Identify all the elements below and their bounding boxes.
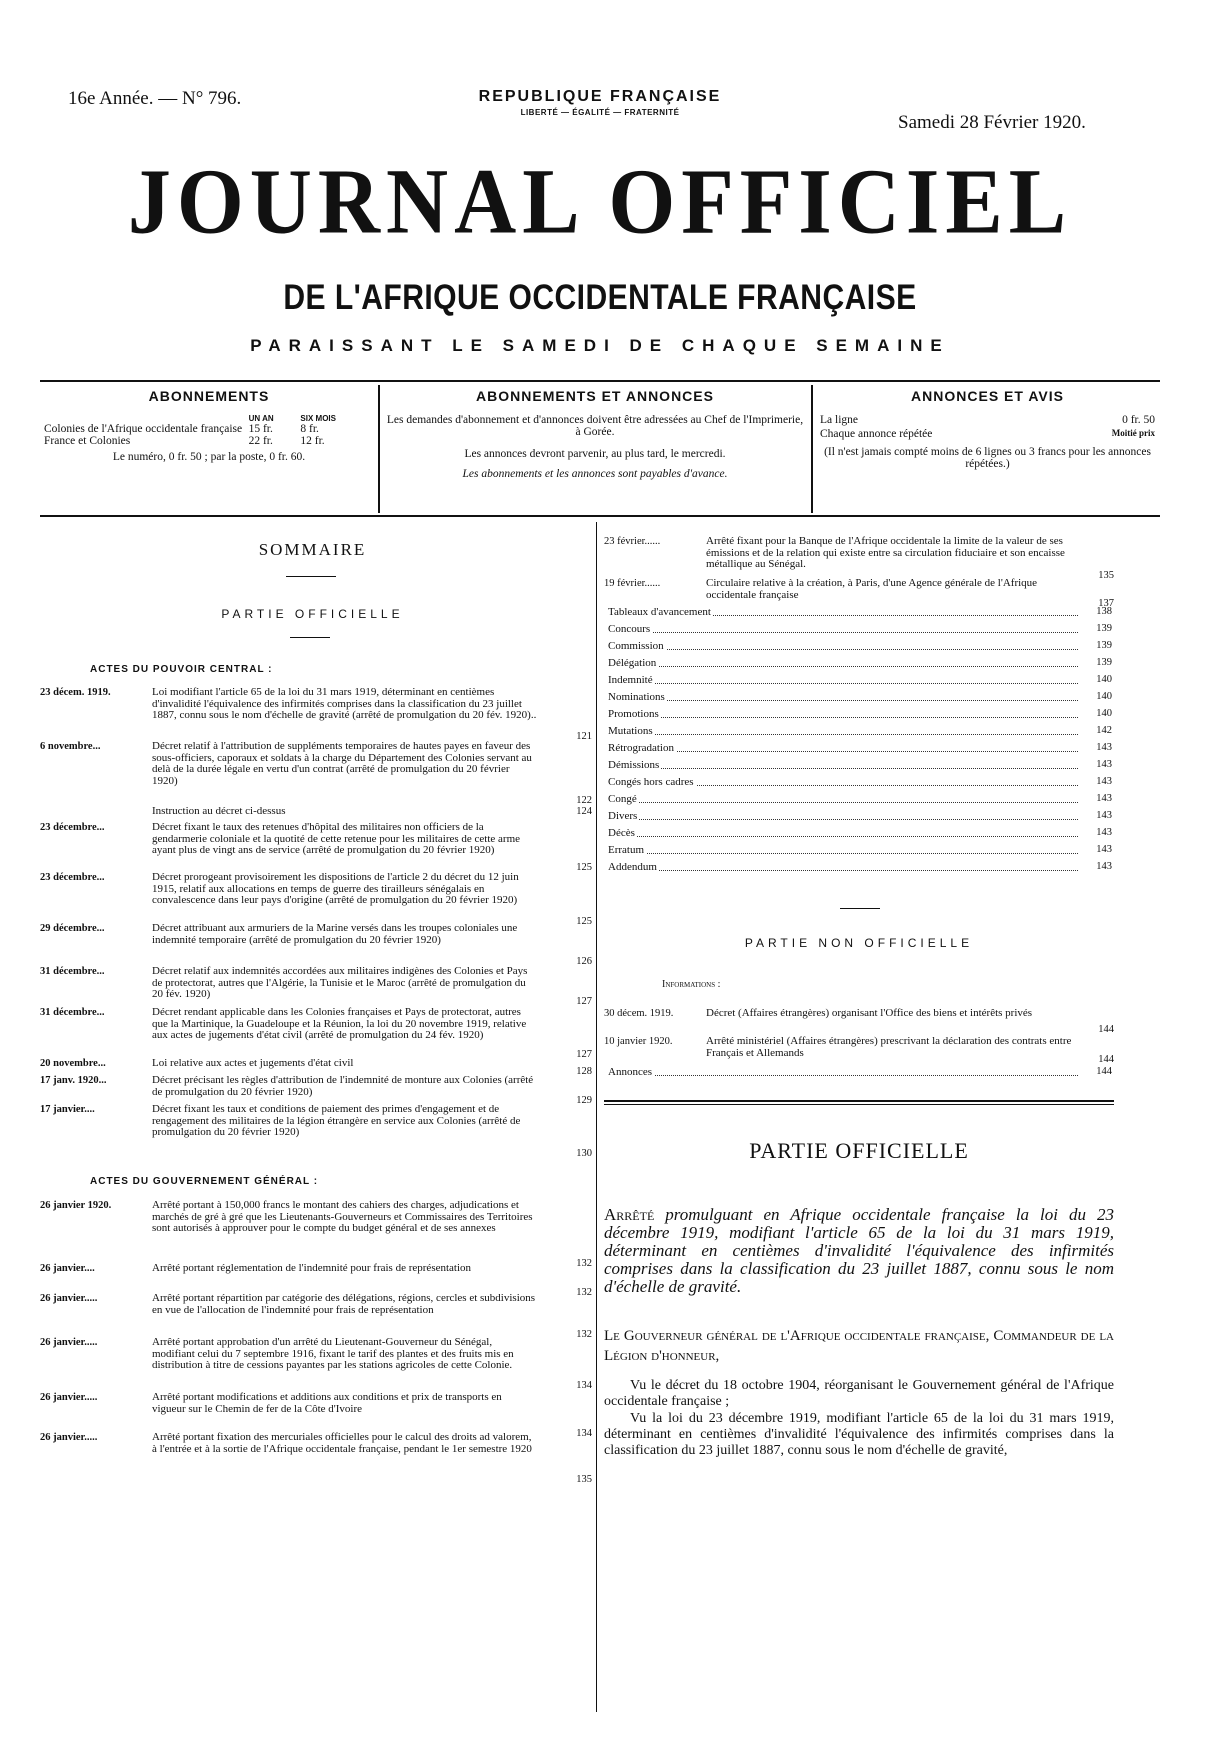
list-item[interactable]	[608, 606, 1112, 618]
annonces-address: Les demandes d'abonnement et d'annonces doivent être adressées au Chef de l'Imprimerie, à Gorée.	[386, 414, 804, 438]
entry-text: Arrêté portant répartition par catégorie des délégations, régions, cercles et subdivisions en vue de l'allocation de l'indemnité pour frais de représentation	[152, 1292, 536, 1316]
annonces-avis-title: ANNONCES ET AVIS	[911, 388, 1064, 404]
column-divider	[596, 522, 597, 1712]
entry-text: Décret attribuant aux armuriers de la Marine versés dans les troupes coloniales une indemnité temporaire (arrêté de promulgation du 20 février 1920)	[152, 922, 518, 946]
sommaire-entry[interactable]	[40, 1006, 592, 1060]
entry-text: Décret fixant le taux des retenues d'hôpital des militaires non officiers de la gendarmerie coloniale et la quotité de cette retenue pour les militaires de cette arme ayant plus de vingt ans de service (arrêté de promulgation du 20 février 1920)	[152, 821, 521, 856]
list-item-page: 139	[1096, 623, 1112, 634]
list-item[interactable]	[608, 623, 1112, 635]
ligne-row	[820, 414, 1155, 428]
entry-text: Instruction au décret ci-dessus	[152, 805, 286, 817]
republic-header	[430, 88, 770, 117]
list-item[interactable]	[608, 742, 1112, 754]
entry-date: 31 décembre...	[40, 966, 105, 977]
entry-date: 23 décembre...	[40, 822, 105, 833]
entry-page: 135	[1098, 570, 1114, 581]
entry-text: Arrêté portant réglementation de l'indemnité pour frais de représentation	[152, 1262, 472, 1274]
entry-page: 144	[1098, 1024, 1114, 1035]
annonces-payment: Les abonnements et les annonces sont payables d'avance.	[462, 468, 728, 480]
entry-page: 125	[576, 916, 592, 927]
entry-date: 23 décem. 1919.	[40, 687, 111, 698]
list-item-label: Tableaux d'avancement	[608, 606, 711, 618]
sommaire-title: SOMMAIRE	[258, 540, 367, 559]
entry-date: 17 janv. 1920...	[40, 1075, 107, 1086]
entry-date: 26 janvier.....	[40, 1293, 98, 1304]
entry-page: 144	[1098, 1054, 1114, 1065]
list-item[interactable]	[608, 725, 1112, 737]
list-item-label: Congé	[608, 793, 637, 805]
entry-text: Décret (Affaires étrangères) organisant l'Office des biens et intérêts privés	[706, 1007, 1033, 1019]
entry-text: Arrêté ministériel (Affaires étrangères) prescrivant la déclaration des contrats entre Français et Allemands	[706, 1035, 1072, 1059]
repetee-row	[820, 428, 1155, 442]
entry-date: 23 février......	[604, 536, 661, 547]
list-item-page: 139	[1096, 640, 1112, 651]
entry-date: 26 janvier.....	[40, 1432, 98, 1443]
issue-number: 16e Année. — N° 796.	[68, 88, 242, 109]
repetee-label: Chaque annonce répétée	[820, 428, 933, 440]
list-item-page: 143	[1096, 793, 1112, 804]
entry-date: 26 janvier....	[40, 1263, 95, 1274]
list-item-page: 138	[1096, 606, 1112, 617]
row2-an: 22 fr.	[248, 435, 273, 447]
list-item-label: Promotions	[608, 708, 659, 720]
list-item-label: Concours	[608, 623, 651, 635]
box-divider-1	[378, 385, 380, 513]
sommaire-entry[interactable]	[604, 1036, 1114, 1064]
numero-price: Le numéro, 0 fr. 50 ; par la poste, 0 fr. 60.	[112, 451, 306, 463]
entry-page: 124	[576, 806, 592, 817]
list-item-label: Rétrogradation	[608, 742, 674, 754]
list-item-page: 143	[1096, 861, 1112, 872]
masthead: JOURNAL OFFICIEL	[127, 149, 1073, 253]
entry-page: 135	[576, 1474, 592, 1485]
list-item-label: Démissions	[608, 759, 660, 771]
entry-date: 6 novembre...	[40, 741, 101, 752]
sommaire-entry[interactable]	[40, 821, 592, 873]
list-item-page: 143	[1096, 742, 1112, 753]
entry-text: Décret relatif aux indemnités accordées aux militaires indigènes des Colonies et Pays de protectorat, autres que l'Algérie, la Tunisie et le Maroc (arrêté de promulgation du 20 fév. 1920)	[152, 965, 528, 1000]
list-item[interactable]	[608, 691, 1112, 703]
row1-an: 15 fr.	[248, 423, 273, 435]
partie-non-officielle: PARTIE NON OFFICIELLE	[744, 936, 974, 950]
entry-text: Décret fixant les taux et conditions de paiement des primes d'engagement et de rengagement des militaires de la légion étrangère en service aux Colonies (arrêté de promulgation du 20 février 1920)	[152, 1103, 521, 1138]
entry-text: Loi relative aux actes et jugements d'état civil	[152, 1057, 354, 1069]
partie-officielle-title: PARTIE OFFICIELLE	[749, 1138, 969, 1163]
entry-date: 19 février......	[604, 578, 661, 589]
entry-date: 30 décem. 1919.	[604, 1008, 674, 1019]
sommaire-entry[interactable]	[40, 1292, 592, 1340]
sommaire-entry[interactable]	[40, 1074, 592, 1106]
arrete-lead: Arrêté	[604, 1205, 655, 1224]
list-item[interactable]	[608, 810, 1112, 822]
entry-date: 20 novembre...	[40, 1058, 106, 1069]
entry-text: Arrêté fixant pour la Banque de l'Afrique occidentale la limite de la valeur de ses émissions et de la relation qui existe entre sa circulation fiduciaire et son encaisse métallique au Sénégal.	[706, 535, 1065, 570]
sommaire-entry[interactable]	[40, 1262, 592, 1298]
gouvernement-heading: ACTES DU GOUVERNEMENT GÉNÉRAL :	[90, 1176, 319, 1187]
entry-page: 127	[576, 996, 592, 1007]
tagline: PARAISSANT LE SAMEDI DE CHAQUE SEMAINE	[250, 336, 950, 355]
sommaire-entry[interactable]	[40, 805, 592, 818]
list-item-page: 139	[1096, 657, 1112, 668]
list-item[interactable]	[608, 708, 1112, 720]
list-item-label: Décès	[608, 827, 635, 839]
entry-page: 128	[576, 1066, 592, 1077]
list-item[interactable]	[608, 827, 1112, 839]
entry-page: 127	[576, 1049, 592, 1060]
list-item[interactable]	[608, 1066, 1112, 1078]
list-item-page: 140	[1096, 708, 1112, 719]
col-un-an: UN AN	[248, 414, 274, 423]
sommaire-entry[interactable]	[40, 1103, 592, 1159]
repetee-price: Moitié prix	[1111, 428, 1155, 438]
entry-page: 125	[576, 862, 592, 873]
gouverneur-line: Le Gouverneur général de l'Afrique occidentale française, Commandeur de la Légion d'honneur,	[604, 1328, 1114, 1364]
abonnements-table	[44, 414, 374, 447]
non-officielle-rule	[840, 908, 880, 909]
list-item[interactable]	[608, 759, 1112, 771]
list-item[interactable]	[608, 844, 1112, 856]
sommaire-entry[interactable]	[40, 1057, 592, 1077]
entry-date: 17 janvier....	[40, 1104, 95, 1115]
header-bottom-rule	[40, 515, 1160, 517]
list-item-label: Erratum	[608, 844, 645, 856]
republic-title: REPUBLIQUE FRANÇAISE	[478, 88, 722, 105]
sommaire-rule	[286, 576, 336, 577]
entry-text: Arrêté portant modifications et additions aux conditions et prix de transports en vigueur sur le Chemin de fer de la Côte d'Ivoire	[152, 1391, 502, 1415]
entry-page: 126	[576, 956, 592, 967]
row2-mois: 12 fr.	[300, 435, 325, 447]
list-item-page: 144	[1096, 1066, 1112, 1077]
list-item[interactable]	[608, 776, 1112, 788]
entry-date: 29 décembre...	[40, 923, 105, 934]
annonces-note: (Il n'est jamais compté moins de 6 lignes ou 3 francs pour les annonces répétées.)	[824, 446, 1151, 470]
abonnements-annonces-box	[385, 388, 805, 513]
entry-date: 26 janvier.....	[40, 1392, 98, 1403]
list-item-page: 142	[1096, 725, 1112, 736]
entry-text: Circulaire relative à la création, à Paris, d'une Agence générale de l'Afrique occidentale française	[706, 577, 1038, 601]
entry-date: 26 janvier 1920.	[40, 1200, 112, 1211]
list-item-label: Nominations	[608, 691, 665, 703]
entry-text: Décret relatif à l'attribution de suppléments temporaires de hautes payes en faveur des sous-officiers, caporaux et soldats à la charge du Département des Colonies servant au delà de la durée légale en vertu d'un contrat (arrêté de promulgation du 20 février 1920)	[152, 740, 532, 787]
list-item[interactable]	[608, 674, 1112, 686]
list-item-label: Congés hors cadres	[608, 776, 694, 788]
abonnements-box	[44, 388, 374, 513]
list-item[interactable]	[608, 793, 1112, 805]
vu-paragraph-1: Vu le décret du 18 octobre 1904, réorganisant le Gouvernement général de l'Afrique occidentale française ;	[604, 1378, 1114, 1409]
arrete-text: promulguant en Afrique occidentale française la loi du 23 décembre 1919, modifiant l'article 65 de la loi du 31 mars 1919, déterminant en centièmes d'invalidité l'équivalence des infirmités comprises dans la classification du 23 juillet 1887, connu sous le nom d'échelle de gravité.	[604, 1205, 1114, 1296]
sommaire-entry[interactable]	[40, 686, 592, 743]
list-item-label: Annonces	[608, 1066, 652, 1078]
list-item-label: Commission	[608, 640, 664, 652]
annonces-deadline: Les annonces devront parvenir, au plus tard, le mercredi.	[464, 448, 726, 460]
partie-rule	[290, 637, 330, 638]
entry-date: 10 janvier 1920.	[604, 1036, 673, 1047]
arrete-heading	[604, 1206, 1114, 1296]
annonces-avis-box	[820, 388, 1155, 513]
entry-text: Décret rendant applicable dans les Colonies françaises et Pays de protectorat, autres que la Martinique, la Guadeloupe et la Réunion, la loi du 20 novembre 1919, relative aux actes de jugements d'état civil (arrêté de promulgation du 24 fév. 1920)	[152, 1006, 527, 1041]
sommaire-entry[interactable]	[40, 965, 592, 1007]
list-item[interactable]	[608, 861, 1112, 873]
entry-page: 137	[1098, 598, 1114, 609]
list-item-label: Divers	[608, 810, 638, 822]
sommaire-entry[interactable]	[40, 1391, 592, 1439]
ligne-price: 0 fr. 50	[1122, 414, 1155, 426]
row1-label: Colonies de l'Afrique occidentale française	[44, 423, 243, 435]
row2-label: France et Colonies	[44, 435, 131, 447]
pouvoir-central-heading: ACTES DU POUVOIR CENTRAL :	[90, 664, 273, 675]
abonnements-title: ABONNEMENTS	[148, 388, 270, 404]
box-divider-2	[811, 385, 813, 513]
entry-date: 23 décembre...	[40, 872, 105, 883]
entry-page: 122	[576, 795, 592, 806]
list-item-label: Indemnité	[608, 674, 653, 686]
entry-page: 130	[576, 1148, 592, 1159]
sommaire-entry[interactable]	[40, 922, 592, 967]
entry-page: 129	[576, 1095, 592, 1106]
row1-mois: 8 fr.	[300, 423, 319, 435]
list-item-label: Addendum	[608, 861, 657, 873]
list-item-label: Mutations	[608, 725, 653, 737]
entry-date: 31 décembre...	[40, 1007, 105, 1018]
sommaire-entry[interactable]	[604, 577, 1114, 609]
list-item-page: 143	[1096, 776, 1112, 787]
entry-text: Décret prorogeant provisoirement les dispositions de l'article 2 du décret du 12 juin 1915, relatif aux allocations en temps de guerre des tirailleurs sénégalais en convalescence dans leur pays d'origine (arrêté de promulgation du 20 février 1920)	[152, 871, 519, 906]
entry-text: Décret précisant les règles d'attribution de l'indemnité de monture aux Colonies (arrêté de promulgation du 20 février 1920)	[152, 1074, 534, 1098]
vu-paragraph-2: Vu la loi du 23 décembre 1919, modifiant l'article 65 de la loi du 31 mars 1919, déterminant en centièmes d'invalidité l'équivalence des infirmités comprises dans la classification du 23 juillet 1887, connu sous le nom d'échelle de gravité,	[604, 1411, 1114, 1458]
entry-text: Loi modifiant l'article 65 de la loi du 31 mars 1919, déterminant en centièmes d'invalidité l'équivalence des infirmités comprises dans la classification du 23 juillet 1887, connu sous le nom d'échelle de gravité (arrêté de promulgation du 20 fév. 1920)..	[152, 686, 537, 721]
entry-page: 134	[576, 1428, 592, 1439]
informations-heading: Informations :	[662, 979, 721, 990]
list-item-page: 140	[1096, 674, 1112, 685]
entry-text: Arrêté portant approbation d'un arrêté du Lieutenant-Gouverneur du Sénégal, modifiant celui du 7 septembre 1916, fixant le tarif des plantes et des fruits mis en distribution à titre de cessions payantes par les stations agricoles de cette Colonie.	[152, 1336, 514, 1371]
sommaire-entry[interactable]	[40, 871, 592, 927]
partie-officielle-rule-top	[604, 1100, 1114, 1102]
masthead-subtitle: DE L'AFRIQUE OCCIDENTALE FRANÇAISE	[283, 278, 917, 317]
issue-date: Samedi 28 Février 1920.	[898, 112, 1086, 133]
list-item-page: 143	[1096, 810, 1112, 821]
list-item-label: Délégation	[608, 657, 657, 669]
sommaire-entry[interactable]	[40, 1336, 592, 1391]
entry-date: 26 janvier.....	[40, 1337, 98, 1348]
sommaire-entry[interactable]	[604, 536, 1114, 580]
partie-officielle-rule-bottom	[604, 1104, 1114, 1105]
ligne-label: La ligne	[820, 414, 858, 426]
list-item[interactable]	[608, 640, 1112, 652]
sommaire-entry[interactable]	[40, 740, 592, 806]
list-item-page: 143	[1096, 827, 1112, 838]
entry-page: 132	[576, 1287, 592, 1298]
entry-text: Arrêté portant fixation des mercuriales officielles pour le calcul des droits ad valorem, à l'entrée et à la sortie de l'Afrique occidentale française, pendant le 1er semestre 1920	[152, 1431, 532, 1455]
col-six-mois: SIX MOIS	[300, 414, 336, 423]
entry-page: 121	[576, 731, 592, 742]
sommaire-partie: PARTIE OFFICIELLE	[221, 607, 404, 621]
entry-text: Arrêté portant à 150,000 francs le montant des cahiers des charges, adjudications et marchés de gré à gré que les Lieutenants-Gouverneurs et Commissaires des Territoires sont autorisés à approuver pour le compte du budget général et de ses annexes	[152, 1199, 533, 1234]
list-item-page: 143	[1096, 759, 1112, 770]
list-item[interactable]	[608, 657, 1112, 669]
list-item-page: 140	[1096, 691, 1112, 702]
entry-page: 132	[576, 1329, 592, 1340]
list-item-page: 143	[1096, 844, 1112, 855]
republic-motto: LIBERTÉ — ÉGALITÉ — FRATERNITÉ	[520, 108, 680, 117]
header-top-rule	[40, 380, 1160, 382]
sommaire-entry[interactable]	[604, 1008, 1114, 1036]
entry-page: 134	[576, 1380, 592, 1391]
entry-page: 132	[576, 1258, 592, 1269]
abonnements-annonces-title: ABONNEMENTS ET ANNONCES	[476, 388, 714, 404]
